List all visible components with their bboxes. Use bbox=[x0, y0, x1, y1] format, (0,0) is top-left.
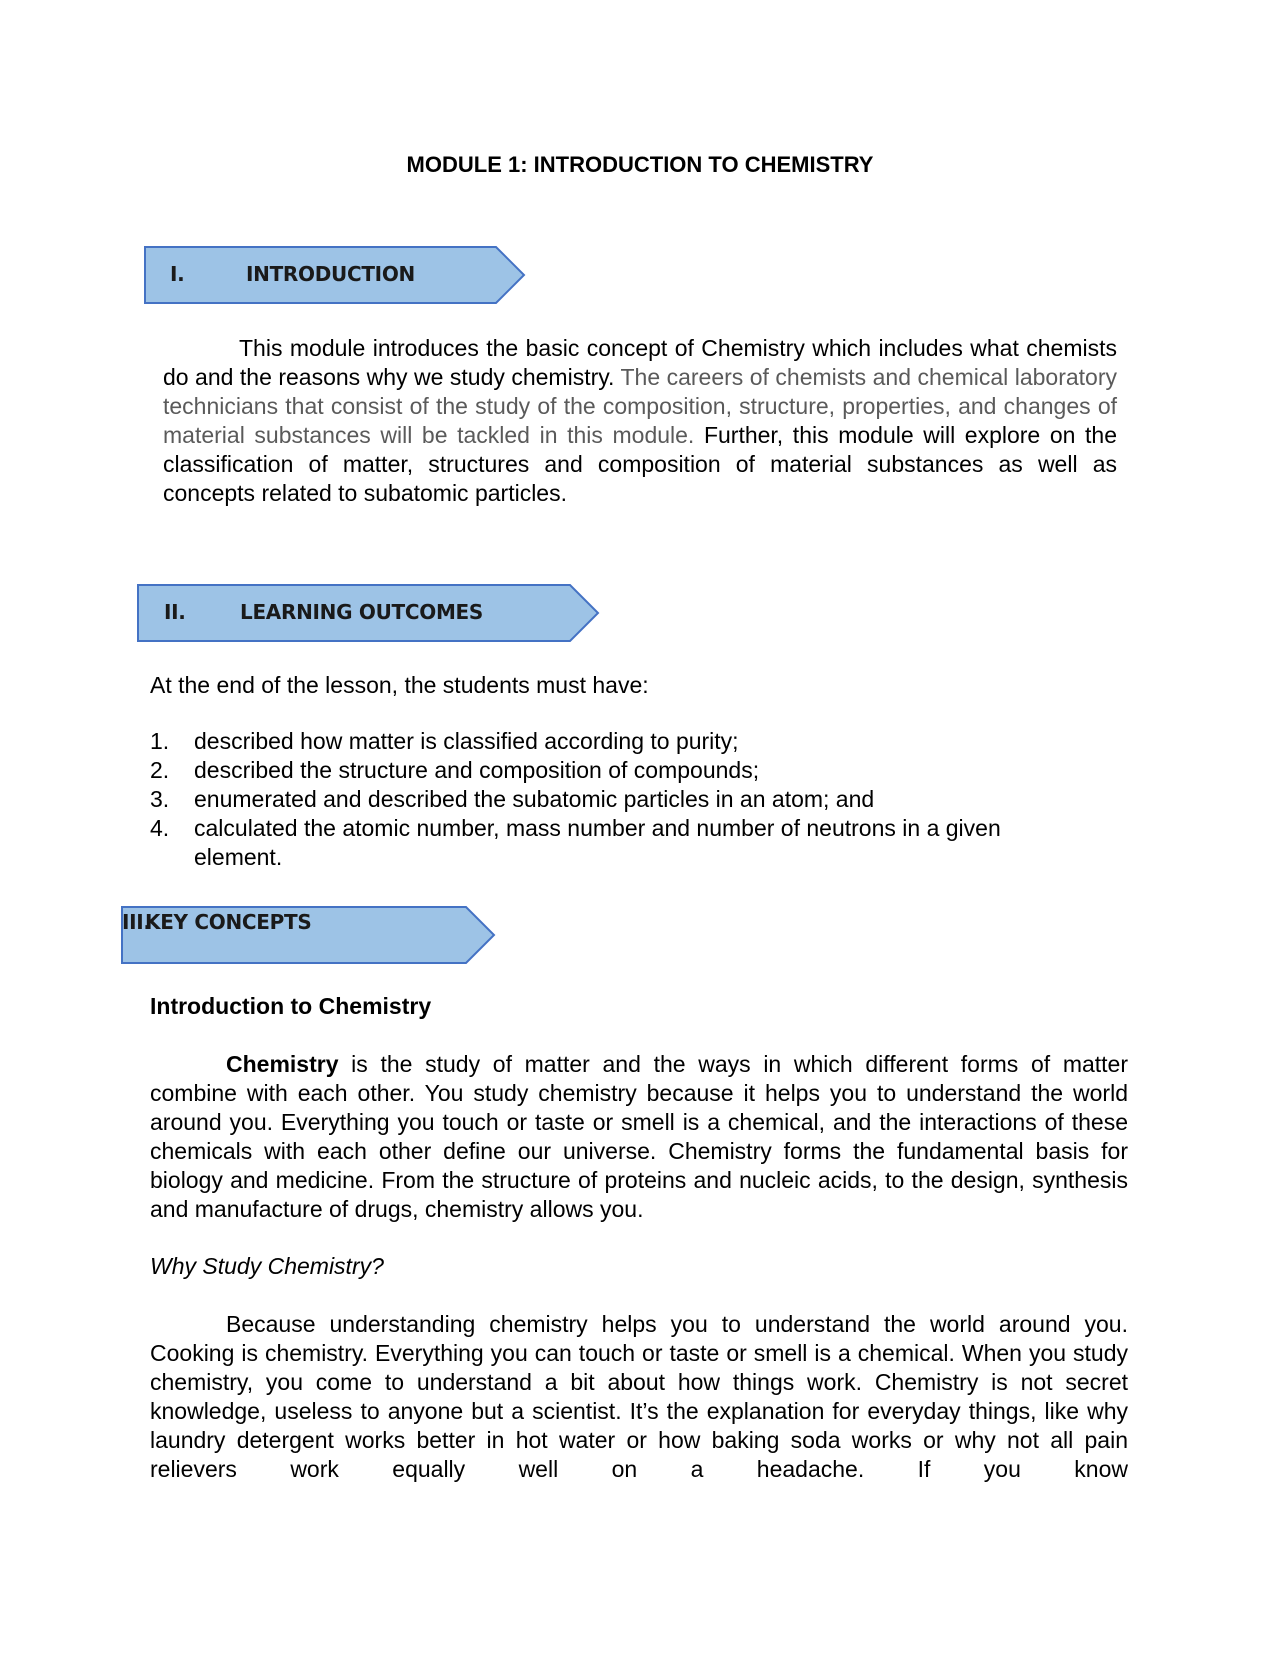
intro-text-part3: Further, this module will explore on the classification of matter, structures and composition of material substances as well as concepts related to subatomic particles. bbox=[163, 422, 1117, 506]
term-chemistry: Chemistry bbox=[226, 1051, 339, 1077]
section-label: INTRODUCTION bbox=[246, 262, 415, 286]
outcomes-lead: At the end of the lesson, the students must have: bbox=[150, 672, 649, 698]
section-label: KEY CONCEPTS bbox=[145, 910, 312, 934]
why-study-text: Because understanding chemistry helps you to understand the world around you. Cooking is chemistry. Everything you can touch or taste or smell is a chemical. When you study chemistry, you come to understand a bit about how things work. Chemistry is not secret knowledge, useless to anyone but a scientist. It’s the explanation for everyday things, like why laundry detergent works better in hot water or how baking soda works or why not all pain relievers work equally well on a headache. If you know bbox=[150, 1311, 1128, 1482]
section-number: II. bbox=[164, 600, 186, 624]
why-study-paragraph bbox=[150, 1310, 1128, 1484]
list-item bbox=[150, 814, 1090, 872]
section-label: LEARNING OUTCOMES bbox=[240, 600, 484, 624]
section-number: III. bbox=[122, 910, 151, 934]
list-text: described the structure and composition of compounds; bbox=[194, 757, 760, 783]
list-number: 4. bbox=[150, 815, 170, 841]
list-number: 1. bbox=[150, 728, 170, 754]
intro-text-part2: The careers of chemists and chemical laboratory technicians that consist of the study of the composition, structure, properties, and changes of material substances will be tackled in this module. bbox=[163, 364, 1117, 448]
subheading-introduction-to-chemistry: Introduction to Chemistry bbox=[150, 993, 432, 1019]
subheading-why-study-chemistry: Why Study Chemistry? bbox=[150, 1253, 384, 1279]
list-text: enumerated and described the subatomic particles in an atom; and bbox=[194, 786, 875, 812]
list-item bbox=[150, 727, 1090, 756]
list-item bbox=[150, 785, 1090, 814]
list-item bbox=[150, 756, 1090, 785]
section-number: I. bbox=[170, 262, 185, 286]
section-banner-learning-outcomes bbox=[137, 584, 600, 642]
introduction-paragraph bbox=[163, 334, 1117, 508]
section-banner-key-concepts bbox=[121, 906, 496, 964]
list-text: calculated the atomic number, mass number and number of neutrons in a given element. bbox=[194, 815, 1001, 870]
list-number: 2. bbox=[150, 757, 170, 783]
definition-text: is the study of matter and the ways in which different forms of matter combine with each other. You study chemistry because it helps you to understand the world around you. Everything you touch or taste or smell is a chemical, and the interactions of these chemicals with each other define our universe. Chemistry forms the fundamental basis for biology and medicine. From the structure of proteins and nucleic acids, to the design, synthesis and manufacture of drugs, chemistry allows you. bbox=[150, 1051, 1128, 1222]
chemistry-definition-paragraph bbox=[150, 1050, 1128, 1224]
list-number: 3. bbox=[150, 786, 170, 812]
section-banner-introduction bbox=[144, 246, 526, 304]
outcomes-list bbox=[150, 727, 1090, 872]
intro-text-part1: This module introduces the basic concept of Chemistry which includes what chemists do and the reasons why we study chemistry. bbox=[163, 335, 1117, 390]
list-text: described how matter is classified according to purity; bbox=[194, 728, 739, 754]
page-title: MODULE 1: INTRODUCTION TO CHEMISTRY bbox=[406, 152, 874, 177]
